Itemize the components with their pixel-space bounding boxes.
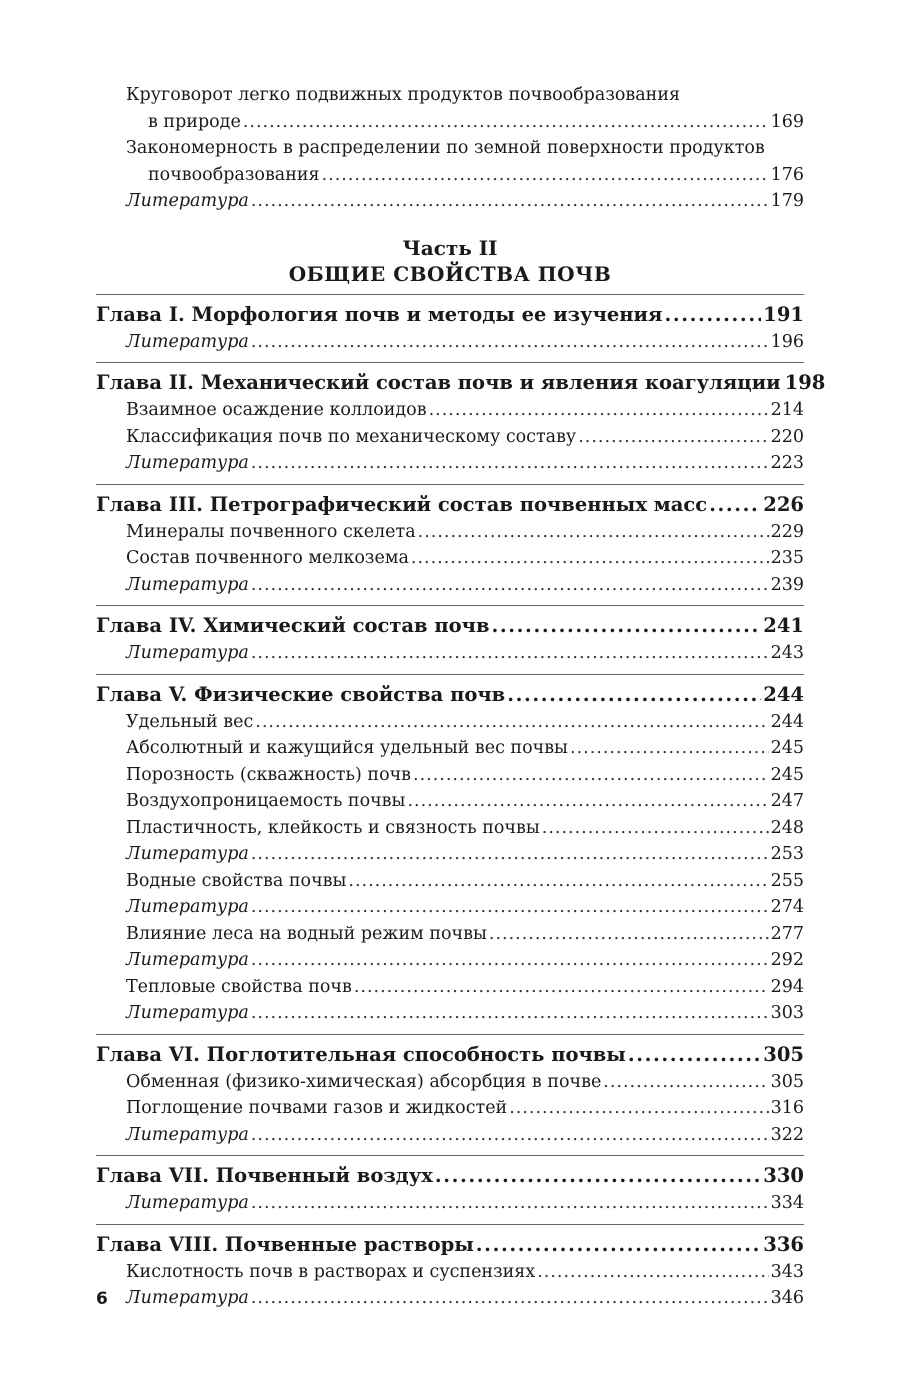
toc-page-number: 196 (770, 331, 804, 352)
toc-entry-label: Литература (126, 331, 249, 352)
toc-page-number: 229 (770, 521, 804, 542)
toc-entry-label: Состав почвенного мелкозема (126, 548, 409, 568)
toc-page-number: 274 (770, 897, 804, 917)
toc-entry[interactable] (96, 1069, 804, 1096)
toc-page-number: 330 (763, 1164, 804, 1187)
toc-entry-label: Литература (126, 950, 249, 970)
dot-leader (251, 841, 769, 868)
toc-entry[interactable] (96, 709, 804, 736)
dot-leader (429, 397, 769, 424)
toc-entry-literature[interactable] (96, 1285, 804, 1312)
chapter-block (96, 605, 804, 667)
chapter-entry[interactable] (96, 612, 804, 640)
chapter-block (96, 294, 804, 356)
chapter-block (96, 484, 804, 599)
toc-entry-label: Пластичность, клейкость и связность почвы (126, 817, 540, 838)
chapter-block (96, 1155, 804, 1217)
toc-page-number: 235 (770, 548, 804, 568)
toc-entry-label: Тепловые свойства почв (126, 976, 352, 997)
dot-leader (251, 188, 769, 215)
toc-entry-label: Глава V. Физические свойства почв (96, 682, 506, 706)
chapter-block (96, 1034, 804, 1149)
dot-leader (476, 1231, 761, 1259)
toc-page-number: 336 (763, 1232, 804, 1256)
toc-entry-label: Классификация почв по механическому составу (126, 426, 577, 447)
dot-leader (407, 788, 768, 815)
chapter-entry[interactable] (96, 491, 804, 519)
dot-leader (322, 162, 769, 189)
toc-page-number: 179 (770, 191, 804, 211)
toc-page-number: 245 (770, 738, 804, 758)
toc-entry[interactable] (96, 788, 804, 815)
dot-leader (411, 545, 769, 572)
dot-leader (418, 519, 769, 546)
dot-leader (628, 1041, 761, 1069)
toc-entry-label: Литература (126, 844, 249, 864)
toc-entry[interactable] (96, 424, 804, 451)
toc-page-number: 316 (770, 1098, 804, 1118)
toc-entry[interactable] (96, 519, 804, 546)
dot-leader (251, 1285, 769, 1312)
toc-entry[interactable] (96, 397, 804, 424)
toc-entry-label: Водные свойства почвы (126, 870, 347, 891)
dot-leader (251, 572, 769, 599)
toc-entry[interactable] (96, 921, 804, 948)
toc-entry[interactable] (96, 1259, 804, 1286)
toc-page-number: 247 (770, 791, 804, 811)
toc-page-number: 343 (770, 1261, 804, 1282)
toc-page-number: 346 (770, 1288, 804, 1308)
dot-leader (664, 301, 761, 329)
toc-entry[interactable] (96, 545, 804, 572)
part-heading (96, 235, 804, 287)
toc-entry-literature[interactable] (96, 1000, 804, 1027)
toc-page-number: 198 (784, 371, 826, 394)
toc-entry-literature[interactable] (96, 894, 804, 921)
toc-entry[interactable] (96, 735, 804, 762)
table-of-contents (96, 82, 826, 1312)
toc-page-number: 303 (770, 1003, 804, 1023)
toc-entry-label: Глава IV. Химический состав почв (96, 614, 490, 637)
toc-page-number: 245 (770, 764, 804, 785)
dot-leader (507, 681, 761, 709)
toc-entry-literature[interactable] (96, 1190, 804, 1217)
toc-entry-label: Абсолютный и кажущийся удельный вес почвы (126, 738, 568, 758)
toc-page-number: 244 (763, 682, 804, 706)
part-subtitle: ОБЩИЕ СВОЙСТВА ПОЧВ (288, 261, 612, 286)
toc-entry-continuation (96, 162, 804, 189)
toc-entry-label: Литература (126, 453, 249, 473)
toc-page-number: 214 (770, 400, 804, 420)
toc-page-number: 248 (770, 817, 804, 838)
toc-page-number: 322 (770, 1124, 804, 1145)
dot-leader (542, 815, 769, 842)
chapter-list (96, 294, 826, 1312)
toc-entry-continuation (96, 109, 804, 136)
toc-entry-literature[interactable] (96, 1122, 804, 1149)
toc-entry-label: Литература (126, 1124, 249, 1145)
toc-entry-literature[interactable] (96, 947, 804, 974)
toc-entry[interactable] (96, 974, 804, 1001)
toc-page-number: 176 (770, 164, 804, 185)
toc-entry-label: Воздухопроницаемость почвы (126, 791, 406, 811)
dot-leader (251, 1190, 769, 1217)
toc-page-number: 226 (763, 492, 804, 516)
dot-leader (251, 1000, 769, 1027)
dot-leader (255, 709, 768, 736)
toc-entry-literature[interactable] (96, 450, 804, 477)
chapter-entry[interactable] (96, 369, 826, 397)
toc-entry-literature[interactable] (96, 640, 804, 667)
dot-leader (570, 735, 769, 762)
toc-entry-label: Глава III. Петрографический состав почвенных масс (96, 492, 708, 516)
toc-page-number: 223 (770, 453, 804, 473)
toc-page-number: 239 (770, 574, 804, 595)
toc-entry-regularity[interactable] (96, 135, 804, 188)
dot-leader (251, 640, 769, 667)
dot-leader (243, 109, 769, 136)
chapter-block (96, 674, 804, 1027)
dot-leader (354, 974, 769, 1001)
toc-page-number: 334 (770, 1193, 804, 1213)
toc-entry-label: Глава I. Морфология почв и методы ее изучения (96, 302, 663, 326)
toc-entry-label: Минералы почвенного скелета (126, 521, 416, 542)
toc-entry-label: Обменная (физико-химическая) абсорбция в почве (126, 1071, 602, 1092)
toc-entry-label: Литература (126, 1288, 249, 1308)
toc-entry-label: Поглощение почвами газов и жидкостей (126, 1098, 508, 1118)
toc-page-number: 277 (770, 923, 804, 944)
toc-page-number: 244 (770, 711, 804, 732)
chapter-entry[interactable] (96, 1162, 804, 1190)
toc-entry[interactable] (96, 868, 804, 895)
dot-leader (709, 491, 761, 519)
chapter-entry[interactable] (96, 1231, 804, 1259)
toc-page-number: 243 (770, 643, 804, 663)
toc-entry-label-cont: почвообразования (148, 164, 320, 185)
toc-entry-label: Кислотность почв в растворах и суспензиях (126, 1261, 536, 1282)
toc-page-number: 169 (770, 111, 804, 132)
chapter-block (96, 362, 826, 477)
dot-leader (348, 868, 768, 895)
toc-page-number: 191 (763, 302, 804, 326)
toc-entry[interactable] (96, 1095, 804, 1122)
toc-page-number: 305 (770, 1071, 804, 1092)
chapter-entry[interactable] (96, 681, 804, 709)
toc-page-number: 292 (770, 950, 804, 970)
toc-entry-label: Литература (126, 191, 249, 211)
toc-entry-literature[interactable] (96, 188, 804, 215)
toc-entry-label: Влияние леса на водный режим почвы (126, 923, 487, 944)
toc-page-number: 255 (770, 870, 804, 891)
toc-entry-label: Литература (126, 1003, 249, 1023)
toc-entry-label: Глава VI. Поглотительная способность почвы (96, 1042, 626, 1066)
dot-leader (251, 1122, 769, 1149)
toc-entry-label: Взаимное осаждение коллоидов (126, 400, 427, 420)
toc-page-number: 294 (770, 976, 804, 997)
toc-entry-label: Глава VIII. Почвенные растворы (96, 1232, 474, 1256)
toc-entry-label: Порозность (скважность) почв (126, 764, 412, 785)
chapter-block (96, 1224, 804, 1312)
dot-leader (413, 762, 769, 789)
dot-leader (509, 1095, 768, 1122)
toc-entry-label: Литература (126, 1193, 249, 1213)
toc-entry-literature[interactable] (96, 329, 804, 356)
dot-leader (489, 921, 769, 948)
dot-leader (435, 1162, 761, 1190)
toc-entry-label: Глава VII. Почвенный воздух (96, 1164, 433, 1187)
dot-leader (603, 1069, 768, 1096)
toc-entry[interactable] (96, 815, 804, 842)
toc-entry-label: Круговорот легко подвижных продуктов почвообразования (126, 85, 681, 105)
toc-entry-label: Литература (126, 643, 249, 663)
toc-page-number: 220 (770, 426, 804, 447)
chapter-entry[interactable] (96, 1041, 804, 1069)
dot-leader (537, 1259, 768, 1286)
toc-entry-circulation[interactable] (96, 82, 804, 135)
toc-entry-label-cont: в природе (148, 111, 241, 132)
toc-entry-literature[interactable] (96, 572, 804, 599)
toc-entry-label: Закономерность в распределении по земной поверхности продуктов (126, 138, 765, 158)
toc-page-number: 241 (763, 614, 804, 637)
dot-leader (251, 947, 769, 974)
chapter-entry[interactable] (96, 301, 804, 329)
toc-entry-literature[interactable] (96, 841, 804, 868)
toc-entry-label: Удельный вес (126, 711, 254, 732)
page-number: 6 (96, 1289, 108, 1309)
dot-leader (251, 450, 769, 477)
toc-entry-label: Глава II. Механический состав почв и явления коагуляции (96, 371, 781, 394)
part-title: Часть II (402, 235, 498, 260)
toc-entry-label: Литература (126, 574, 249, 595)
toc-page-number: 253 (770, 844, 804, 864)
dot-leader (251, 329, 769, 356)
toc-page-number: 305 (763, 1042, 804, 1066)
dot-leader (492, 612, 762, 640)
toc-entry[interactable] (96, 762, 804, 789)
dot-leader (251, 894, 769, 921)
dot-leader (578, 424, 768, 451)
toc-entry-label: Литература (126, 897, 249, 917)
